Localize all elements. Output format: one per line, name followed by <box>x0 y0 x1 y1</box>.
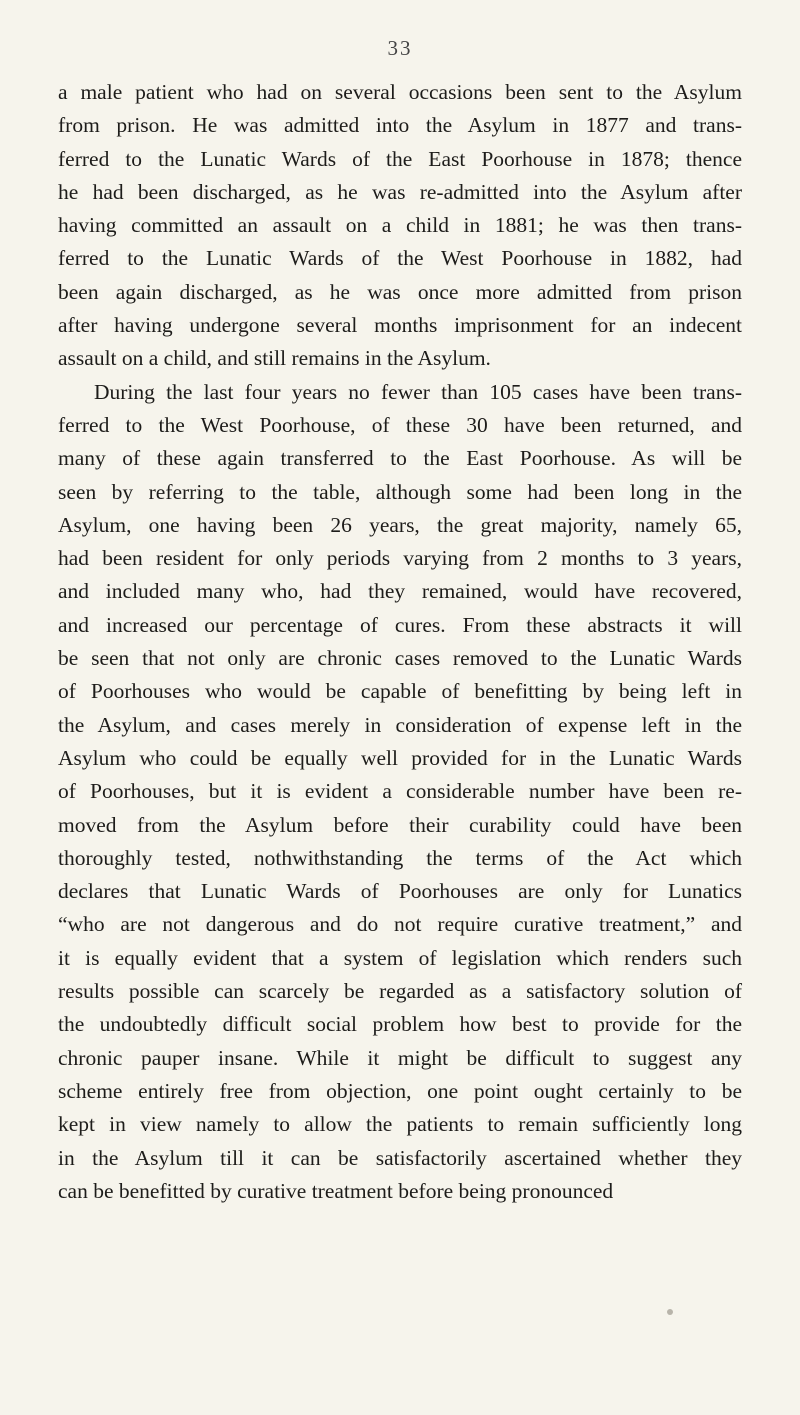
text-line: can be benefitted by curative treatment before being pronounced <box>58 1178 614 1203</box>
text-line: a male patient who had on several occasions been sent to the Asylum <box>58 80 742 104</box>
text-line: in the Asylum till it can be satisfactorily ascertained whether they <box>58 1145 742 1170</box>
text-line: thoroughly tested, nothwithstanding the terms of the Act which <box>58 845 742 870</box>
text-line: the Asylum, and cases merely in consideration of expense left in the <box>58 712 742 737</box>
text-line: ferred to the Lunatic Wards of the West Poorhouse in 1882, had <box>58 246 742 271</box>
text-line: moved from the Asylum before their curability could have been <box>58 812 742 837</box>
text-line: had been resident for only periods varying from 2 months to 3 years, <box>58 546 742 571</box>
text-line: kept in view namely to allow the patients to remain sufficiently long <box>58 1112 742 1137</box>
text-line: and increased our percentage of cures. From these abstracts it will <box>58 612 742 637</box>
text-line: chronic pauper insane. While it might be difficult to suggest any <box>58 1045 742 1070</box>
text-line: been again discharged, as he was once more admitted from prison <box>58 279 742 304</box>
text-line: of Poorhouses who would be capable of benefitting by being left in <box>58 679 742 704</box>
text-line: and included many who, had they remained, would have recovered, <box>58 579 742 604</box>
text-line: be seen that not only are chronic cases removed to the Lunatic Wards <box>58 646 742 671</box>
text-line: “who are not dangerous and do not require curative treatment,” and <box>58 912 742 937</box>
text-line: scheme entirely free from objection, one point ought certainly to be <box>58 1078 742 1103</box>
text-line: ferred to the Lunatic Wards of the East Poorhouse in 1878; thence <box>58 146 742 171</box>
text-line: results possible can scarcely be regarded as a satisfactory solution of <box>58 979 742 1004</box>
page-number: 33 <box>387 36 413 60</box>
text-line: the undoubtedly difficult social problem how best to provide for the <box>58 1012 742 1037</box>
text-line: assault on a child, and still remains in the Asylum. <box>58 346 491 371</box>
text-line: having committed an assault on a child in 1881; he was then trans- <box>58 213 742 238</box>
text-line: from prison. He was admitted into the Asylum in 1877 and trans- <box>58 113 742 138</box>
text-line: seen by referring to the table, although some had been long in the <box>58 479 742 504</box>
text-line: During the last four years no fewer than 105 cases have been trans- <box>94 379 742 404</box>
text-line: Asylum, one having been 26 years, the great majority, namely 65, <box>58 512 742 537</box>
text-line: Asylum who could be equally well provided for in the Lunatic Wards <box>58 745 742 770</box>
text-line: it is equally evident that a system of legislation which renders such <box>58 945 742 970</box>
text-line: he had been discharged, as he was re-admitted into the Asylum after <box>58 179 742 204</box>
body-text <box>58 76 742 1208</box>
text-line: of Poorhouses, but it is evident a considerable number have been re- <box>58 779 742 804</box>
text-line: ferred to the West Poorhouse, of these 30 have been returned, and <box>58 412 742 437</box>
text-line: declares that Lunatic Wards of Poorhouses are only for Lunatics <box>58 879 742 904</box>
text-line: after having undergone several months imprisonment for an indecent <box>58 313 742 338</box>
text-line: many of these again transferred to the East Poorhouse. As will be <box>58 446 742 471</box>
ink-speck <box>667 1309 673 1315</box>
